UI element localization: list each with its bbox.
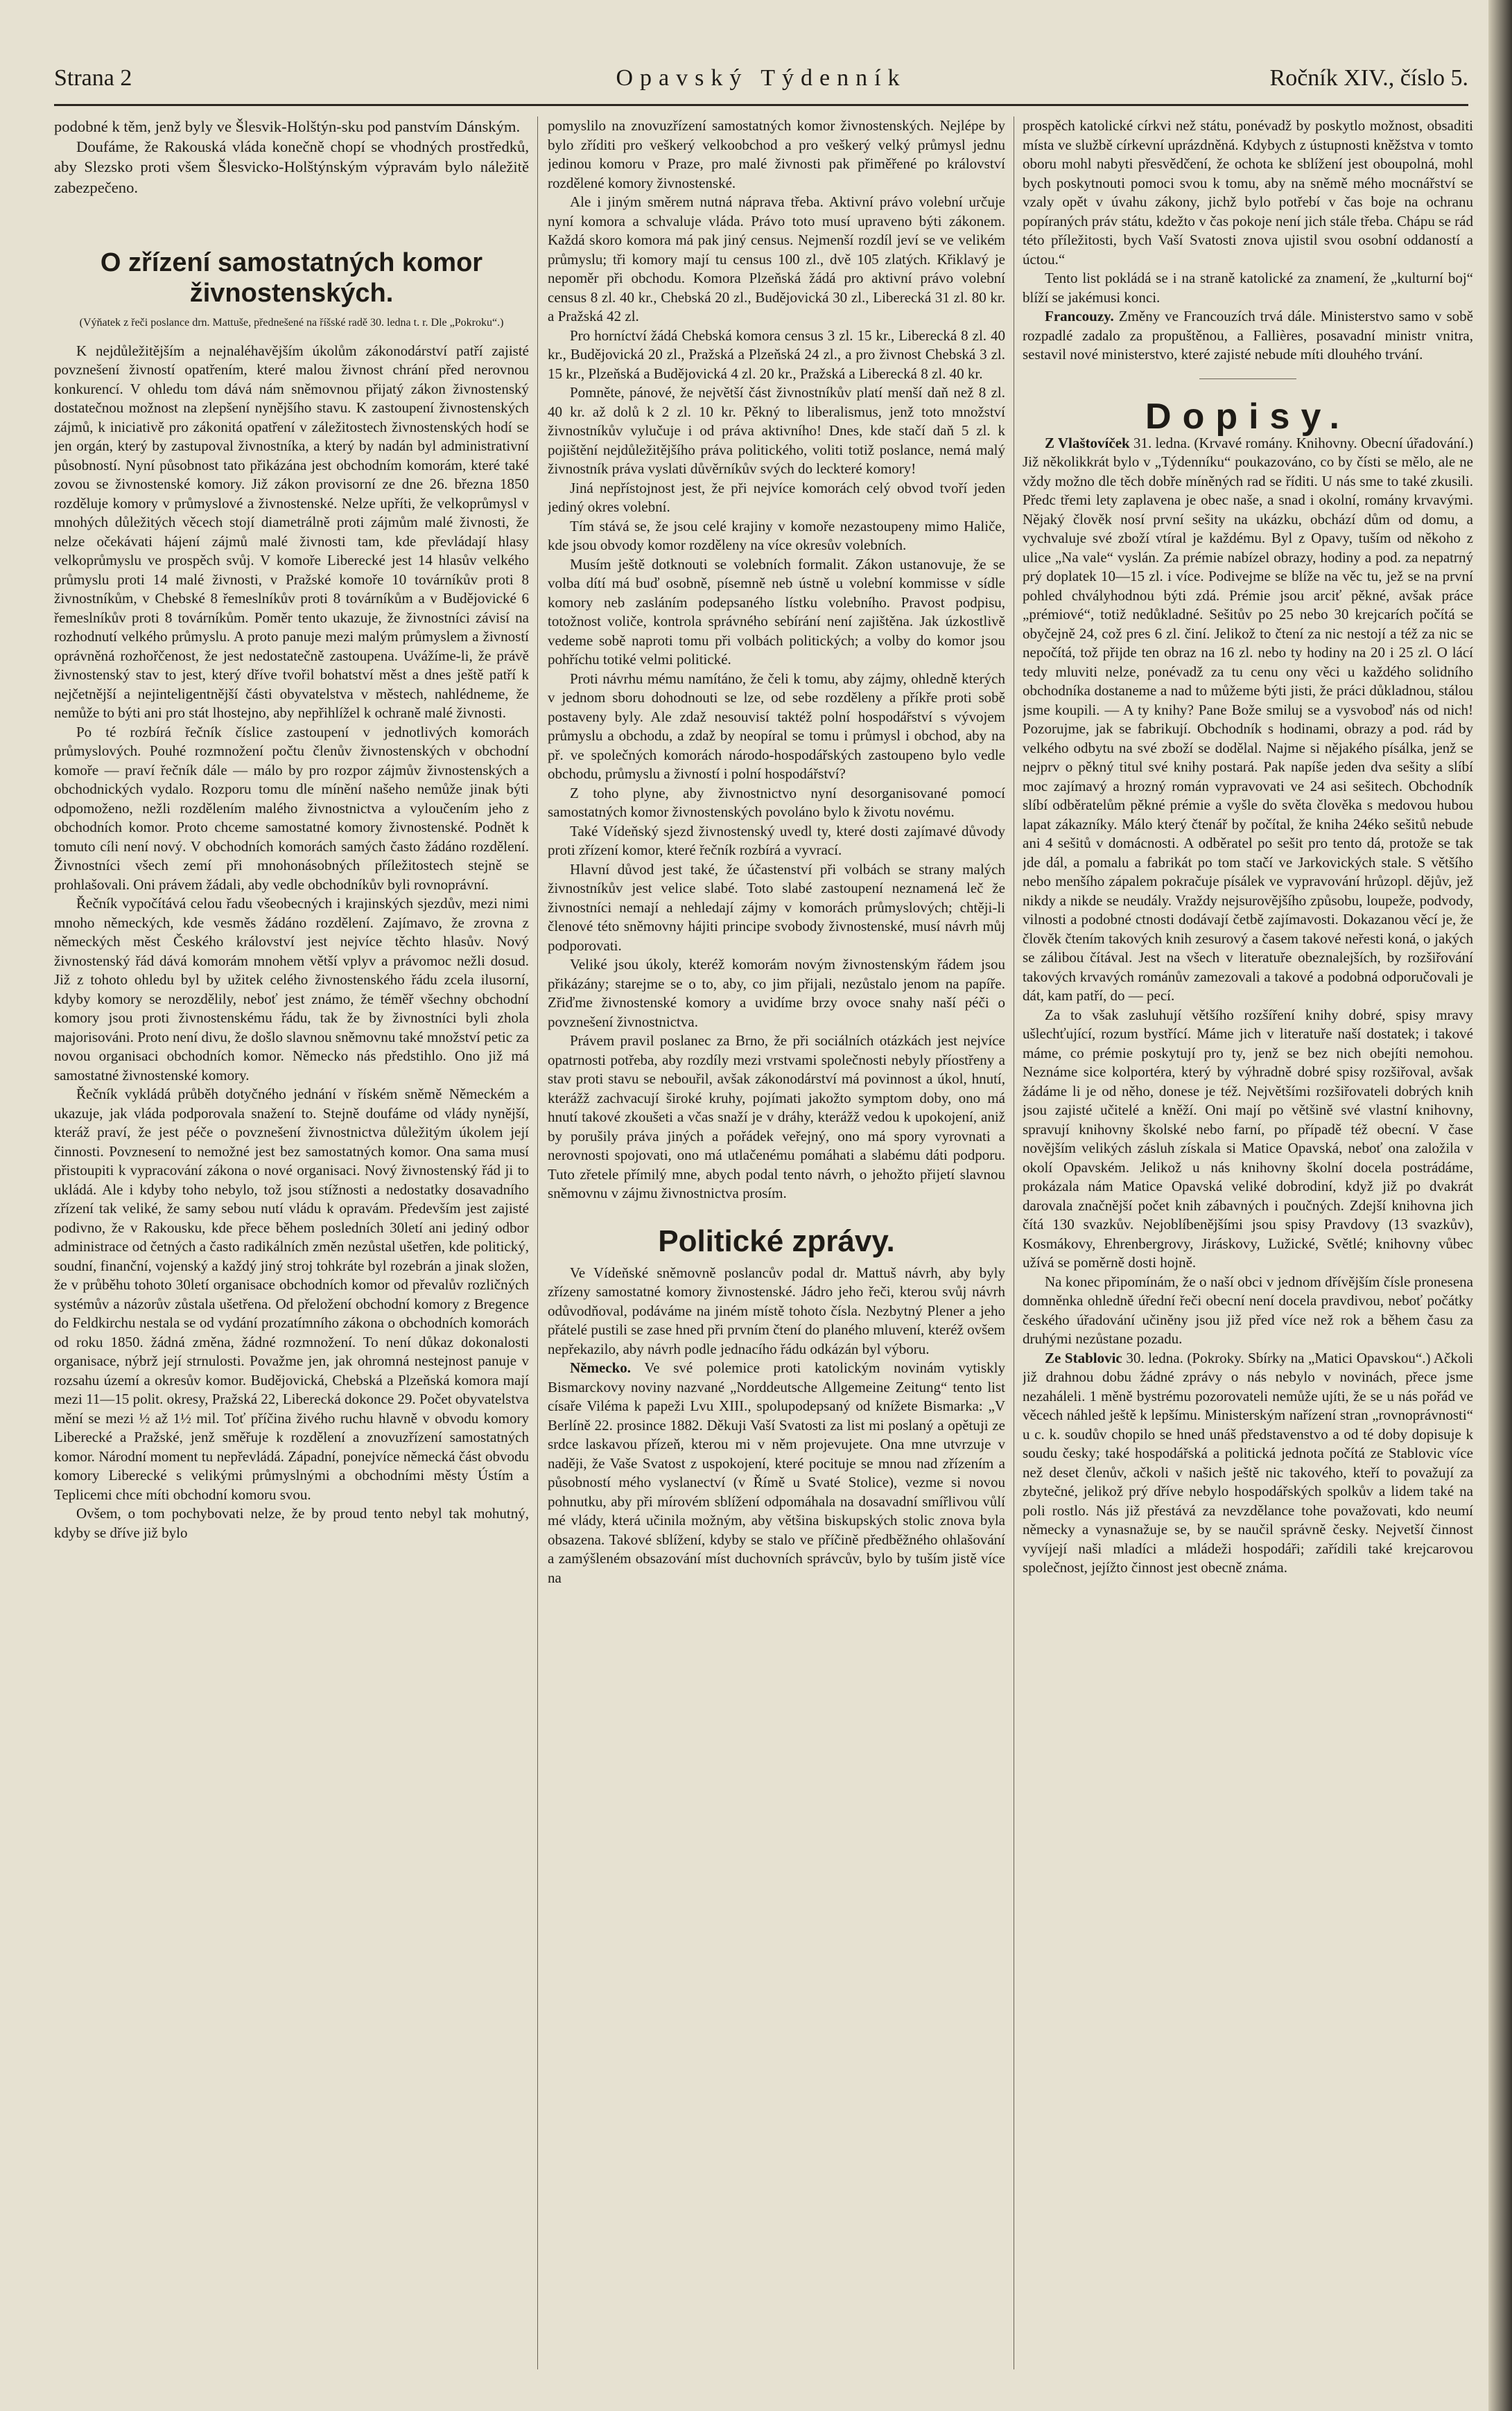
paragraph: prospěch katolické církvi než státu, ponévadž by poskytlo možnost, obsaditi místa ve službě církevní uprázdněná. Kdybych z ústupnosti kněžstva v tomto oboru mohl nabyti přesvědčení, že ochota ke sblížení jest oboupolná, mohl bych poskytnouti pomoci svou k tomu, aby na sněmě mého mocnářství se vzaly opět v úvahu zákony, jichž bylo potřebí v čas boje na ochranu popíraných práv státu, kdežto v čas pokoje není jich stále třeba. Chápu se rád této příležitosti, bych Vaší Svatosti znova ujistil svou osobní oddaností a úctou.“: [1023, 117, 1473, 268]
paragraph-lead: Z Vlaštovíček: [1045, 434, 1130, 451]
article-title: O zřízení samostatných komor živnostenských.: [100, 247, 483, 308]
paragraph-body: Změny ve Francouzích trvá dále. Ministerstvo samo v sobě rozpadlé zadalo za propuštěnou, a Fallières, posavadní ministr vnitra, sestavil nové ministerstvo, které zajisté nebude míti dlouhého trvání.: [1023, 308, 1473, 363]
newspaper-title: Opavský Týdenník: [616, 65, 907, 91]
divider: [1199, 378, 1296, 379]
paragraph: Jiná nepřístojnost jest, že při nejvíce komorách celý obvod tvoří jeden jediný okres volební.: [548, 479, 1005, 515]
paragraph: Po té rozbírá řečník číslice zastoupení v jednotlivých komorách průmyslových. Pouhé rozmnožení počtu členův živnostenských v obchodní komoře — praví řečník dále — málo by pro rozpor zájmův živnostenských a obchodnických vydalo. Rozporu tomu dle mínění našeho nemůže jinak býti odpomoženo, nežli rozdělením malého živnostnictva a vyloučením jeho z obchodních komor. Proto chceme samostatné komory živnostenské. Podnět k tomuto cíli není nový. V obchodních komorách samých často žádáno rozdělení. Živnostníci všech zemí při mnohonásobných příležitostech stejně se prohlašovali. Oni právem žádali, aby vedle obchodníkův byli rovnoprávní.: [54, 723, 529, 893]
paragraph: [1023, 307, 1473, 365]
header-rule: [54, 104, 1468, 106]
paragraph: Hlavní důvod jest také, že účastenství při volbách se strany malých živnostníkův jest velice slabé. Toto slabé zastoupení neznamená leč že živnostníci nemají a nehledají zájmy v komorách průmyslových; chtěji-li členové této sněmovny hájiti principe svobody živnostenské, musí návrh můj podporovati.: [548, 860, 1005, 954]
paragraph: K nejdůležitějším a nejnaléhavějším úkolům zákonodárství patří zajisté povznešení živností opatřením, které malou živnost chrání před nerovnou konkurencí. V ohledu tom dává nám sněmovnou přijatý zákon živnostenský dostatečnou možnost na zlepšení nynějšího stavu. K zastoupení živnostenských zájmů, k iniciativě pro zákonitá opatření v záležitostech živnostenských hodí se jen orgán, který by zastupoval živnostníka, a který by nadán byl administrativní působností. Nyní působnost tato přikázána jest obchodním komorám, které také zovou se živnostenské komory. Již zákon provisorní ze dne 26. března 1850 rozděluje komory v průmyslové a živnostenské. Nelze upříti, že velkoprůmysl v mnohých důležitých věcech stojí diametrálně proti zájmům malé živnosti, že nelze očekávati hájení zájmů malé živnosti tam, kde převládají hlasy velkoprůmyslu ve prospěch svůj. V komoře Liberecké jest 14 hlasův velkého průmyslu proti 14 malé živnosti, v Pražské komoře 10 továrníkův proti 8 živnostníkům, v Chebské 8 řemeslníkův proti 8 továrníkům a v Budějovické 6 řemeslníkův proti 8 továrníkům. Poměr tento ukazuje, že živnostníci závisí na rozhodnutí velkého průmyslu. A proto panuje mezi malým průmyslem a živností oprávněná rozhořčenost, že jest nedostatečně zastoupena. Uvážíme-li, že právě živnostenský stav to jest, který dříve tvořil bohatství měst a dnes ještě patří k nejčetnější a nejinteligentnější části obyvatelstva v městech, nahlédneme, že nemůže to býti ani pro stát lhostejno, aby nepřihlížel k ochraně malé živnosti.: [54, 342, 529, 722]
paragraph-lead: Francouzy.: [1045, 308, 1114, 324]
page-number: Strana 2: [54, 65, 132, 91]
paragraph: Ovšem, o tom pochybovati nelze, že by proud tento nebyl tak mohutný, kdyby se dříve již bylo: [54, 1505, 529, 1541]
paragraph: [1023, 434, 1473, 1006]
paragraph-lead: Ze Stablovic: [1045, 1349, 1122, 1366]
article-note: (Výňatek z řeči poslance drn. Mattuše, přednešené na říšské radě 30. ledna t. r. Dle „Pokroku“.): [79, 316, 504, 329]
column-2: [548, 116, 1005, 2369]
paragraph-body: 30. ledna. (Pokroky. Sbírky na „Matici Opavskou“.) Ačkoli již drahnou dobu žádné zprávy o nás nebylo v novinách, přece jsme nezaháleli. 1 měně bystrému pozorovateli nemůže ujíti, že se u nás pořád ve věcech náhled ještě k lepšímu. Ministerským nařízení stran „rovnoprávnosti“ u c. k. soudův chopilo se hned unáš představenstvo a od té doby dopisuje k soudu česky; také hospodářská a politická jednota počítá ze Stablovic více než deset členův, ačkoli v našich ještě nic takového, kteří to považují za zbytečné, jelikož prý dříve nebylo hospodářských spolkův a lidem také na poli rostlo. Nás již přestává za nevzdělance tohe považovati, kdo neumí německy a vynasnažuje se, by se naučil správně česky. Nejvetší činnost vyvíjejí naši mladíci a mládeži hospodáři; zařídili také krejcarovou společnost, jejížto činnost jest obecně známa.: [1023, 1349, 1473, 1576]
column-1: [54, 116, 529, 2369]
paragraph: [1023, 1349, 1473, 1578]
paragraph: Právem pravil poslanec za Brno, že při sociálních otázkách jest nejvíce opatrnosti potřeba, aby rozdíly mezi vrstvami společnosti nebyly příostřeny a stav proti stavu se nebouřil, avšak zákonodárství má povinnost a úkol, hnutí, kterážž zachvacují široké kruhy, pojímati jakožto symptom doby, ono má hnutí takové zkoušeti a včas snaží je v dráhy, kterážž vedou k upokojení, aniž by porušily práva jiných a pořádek veřejný, ono má spory vyrovnati a nerovnosti spojovati, ono má utlačenému pomáhati a slabému dáti podporu. Tuto zřetele přímilý mne, abych podal tento návrh, o jehožto přijetí slavnou sněmovnu v zájmu živnostnictva prosím.: [548, 1032, 1005, 1201]
paragraph: Musím ještě dotknouti se volebních formalit. Zákon ustanovuje, že se volba dítí má buď osobně, písemně neb ústně u volební kommisse v sídle komory neb zasláním podepsaného lístku volebního. Pravost podpisu, totožnost voliče, kontrola správného sebírání není zajištěna. Jak úzkostlivě vedeme sobě naproti tomu při volbách politických; a volby do komor jsou pohříchu totiké velmi politické.: [548, 555, 1005, 668]
page-edge-shadow: [1488, 0, 1512, 2411]
paragraph: Řečník vykládá průběh dotyčného jednání v říském sněmě Německém a ukazuje, jak vláda podporovala snažení to. Stejně doufáme od vlády nynější, kteráž praví, že jest péče o povznešení živnostnictva důležitým úkolem její činnosti. Povznesení to nemožné jest bez samostatných komor. Ona sama musí přistoupiti k vypracování zákona o nové organisaci. Nový živnostenský řád ji to ukládá. Ale i kdyby toho nebylo, tož jsou stížnosti a nedostatky dosavadního zřízení tak veliké, že samy sebou nutí vládu k opravám. Především jest zajisté podivno, že v Rakousku, kde přece během posledních 30letí ani jediný odbor administrace od četných a často radikálních změn nezůstal ušetřen, kde politický, soudní, finanční, vojenský a každý jiný stroj tohkráte byl rozebrán a jinak složen, že v průběhu tohoto 30letí organisace obchodních komor od převalův rozličných systémův a názorův zůstala ušetřena. Od přeložení obchodní komory z Bregence do Feldkirchu nestala se od vydání prozatímního zákona o obchodních komorách od roku 1850. žádná změna, žádné rozmnožení. To není důkaz dokonalosti organisace, nýbrž její strnulosti. Považme jen, jak ohromná nestejnost panuje v rozsahu území a okresův komor. Budějovická, Chebská a Plzeňská komora mají mezi 11—15 polit. okresy, Pražská 22, Liberecká dokonce 29. Počet obyvatelstva mění se mezi ½ až 1½ mil. Toť příčina živého ruchu hlavně v obvodu komory Liberecké a Pražské, jenž směřuje k rozdělení a znovuzřízení samostatných komor. Národní moment tu nepřevládá. Západní, ponejvíce německá část obvodu komory Liberecké s velikými průmyslnými a obchodními městy Ústím a Teplicemi chce míti obchodní komoru svou.: [54, 1086, 529, 1503]
paragraph: pomyslilo na znovuzřízení samostatných komor živnostenských. Nejlépe by bylo zříditi pro veškerý velkoobchod a pro veškerý velký průmysl jednu jedinou komoru v Praze, pro malé živnosti pak přiměřené po království rozdělené komory živnostenské.: [548, 117, 1005, 191]
paragraph: [548, 1359, 1005, 1587]
paragraph: Tím stává se, že jsou celé krajiny v komoře nezastoupeny mimo Haliče, kde jsou obvody komor rozděleny na více okresův volebních.: [548, 517, 1005, 553]
column-rule: [537, 116, 538, 2369]
paragraph: Pomněte, pánové, že největší část živnostníkův platí menší daň než 8 zl. 40 kr. až dolů k 2 zl. 10 kr. Pěkný to liberalismus, jenž toto množství živnostníkův vylučuje i od práva aktivního! Dnes, kde stačí daň 5 zl. k pojištění nejdůležitějšího práva politického, voliti totiž poslance, nemá malý živnostník práva vyslati důvěrníkův svých do leckteré komory!: [548, 384, 1005, 477]
paragraph: Ve Vídeňské sněmovně poslancův podal dr. Mattuš návrh, aby byly zřízeny samostatné komory živnostenské. Jádro jeho řeči, kterou svůj návrh odůvodňoval, podáváme na jiném místě tohoto čísla. Nezbytný Plener a jeho přátelé pustili se zase hned při prvním čtení do planého mluvení, kteréž ovšem nepřekazilo, aby návrh podle jednacího řádu odkázán byl výboru.: [548, 1264, 1005, 1357]
section-title: Dopisy.: [1145, 396, 1350, 437]
paragraph: podobné k těm, jenž byly ve Šlesvik-Holštýn-sku pod panstvím Dánským.: [54, 118, 521, 135]
paragraph-body: Ve své polemice proti katolickým novinám vytiskly Bismarckovy noviny nazvané „Norddeutsche Allgemeine Zeitung“ tento list císaře Viléma k papeži Lvu XIII., spolupodepsaný od knížete Bismarka: „V Berlíně 22. prosince 1882. Děkuji Vaší Svatosti za list mi poslaný a opětuji ze srdce laskavou přízeň, kterou mi v něm projevujete. Ona mne utvrzuje v naději, že Vaše Svatost z uspokojení, které pocituje se mnou nad zřízením a působností mého vyslanectví (v Římě u Svaté Stolice), vezme si novou pohnutku, aby při mírovém sblížení odpomáhala na dosavadní smířlivou vůlí mé vlády, která učinila možným, aby většina biskupských stolic znova byla obsazena. Takové sblížení, kdyby se stalo ve příčině předběžného ohlašování a zamýšleném obsazování míst duchovních správcův, bylo by tuším jistě více na: [548, 1359, 1005, 1586]
paragraph: Veliké jsou úkoly, kteréž komorám novým živnostenským řádem jsou přikázány; starejme se o to, aby, co jim přijali, nezůstalo jenom na papíře. Zřiďme živnostenské komory a uvidíme brzy ovoce snahy naší péči o povznešení živnostnictva.: [548, 956, 1005, 1030]
paragraph-body: 31. ledna. (Krvavé romány. Knihovny. Obecní úřadování.) Již několikkrát bylo v „Týdenníku“ poukazováno, co by čísti se mělo, ale ne vždy možno dle těch dobře míněných rad se říditi. U nás sme to také zkusili. Předc třemi lety zaplavena je obec naše, a snad i okolní, romány krvavými. Nějaký člověk nosí první sešity na ukázku, obchází dům od domu, a vychvaluje své zboží vtíral je každému. Byl z Opavy, tuším od někoho z ulice „Na vale“ vyslán. Za prémie nabízel obrazy, hodiny a pod. za nepatrný prý doplatek 10—15 zl. i více. Podivejme se blíže na věc tu, jež se na první pohled chvályhodnou býti zdá. Prémie jsou arciť pěkné, avšak práce „prémiové“, totiž nedůkladné. Sešitův po 25 nebo 30 krejcarích počítá se obyčejně 24, což pres 6 zl. činí. Jelikož to čtení za nic nestojí a též za nic se nepočítá, tož přijde ten obraz na 16 zl. nebo ty hodiny na 20 i 25 zl. O lácí tedy mluviti nelze, ponévadž za tu cenu ony věci u každého solidního obchodníka dostaneme a nad to můžeme býti jisti, že práci důkladnou, stálou jsme koupili. — A ty knihy? Pane Bože smiluj se a vysvoboď nás od nich! Pozorujme, jak se fabrikují. Obchodník s hodinami, obrazy a pod. rád by velkého odbytu na své zboží se dodělal. Najme si nějakého písálka, jenž se nejprv o pěkný titul své knihy postará. Pak napíše jeden dva sešity a slíbí moc zajímavý a hrozný román vypravovati ve 24 asi sešitech. Obchodník slíbí odběratelům pěkné prémie a vyšle do světa člověka s medovou hubou lapat zákazníky. Málo který čtenář by počítal, že kniha 24éko sešitů nebude ani 4 sešitů v domácnosti. A odběratel po sešit pro tento dá, protože se tak jde dál, a pomalu a fabrikát po tom stačí ve Jarkovických stale. S většího nebo menšího zápalem pokračuje písálek ve vypravování hrůzopl. dějův, jež nikdy a nikde se neudály. Vraždy nejsurovějšího způsobu, loupeže, podvody, vilnosti a podobné ctnosti dodávají četbě zajímavosti. Dokazanou věcí je, že člověk čtením takových knih zesurový a časem takové neřesti koná, o jakých se zálibou čítával. Jest na všech v literatuře obeznalejších, by rozšiřování takových krvavých románův zamezovali a takové a podobná odporučovali je dát, kam patří, do — pecí.: [1023, 434, 1473, 1004]
paragraph: Na konec připomínám, že o naší obci v jednom dřívějším čísle pronesena domněnka ohledně úřední řeči obecní není docela pravdivou, neboť počátky českého úřadování učiněny jsou již před více než rok a během času za druhými nezůstane pozadu.: [1023, 1273, 1473, 1348]
paragraph: Tento list pokládá se i na straně katolické za znamení, že „kulturní boj“ blíží se jakémusi konci.: [1023, 270, 1473, 306]
paragraph-lead: Německo.: [570, 1359, 632, 1377]
issue-number: Ročník XIV., číslo 5.: [1269, 65, 1468, 91]
paragraph: Z toho plyne, aby živnostnictvo nyní desorganisované pomocí samostatných komor živnostenských povoláno bylo k životu novému.: [548, 784, 1005, 820]
section-title: Politické zprávy.: [658, 1224, 895, 1258]
paragraph: Doufáme, že Rakouská vláda konečně chopí se vhodných prostředků, aby Slezsko proti všem Šlesvicko-Holštýnským výpravám bylo náležitě zabezpečeno.: [54, 138, 529, 196]
paragraph: Za to však zasluhují většího rozšíření knihy dobré, spisy mravy ušlechťující, rozum bystřící. Máme jich v literatuře naší dostatek; i takové máme, co prémie poskytují pro ty, jenž se bez nich obejíti nemohou. Neznáme sice kolportéra, který by výhradně dobré spisy rozšiřoval, avšak žádáme li je od něho, donese je též. Největšími rozšiřovateli dobrých knih jsou zajisté učitelé a kněží. Oni mají po většině své vlastní knihovny, spravují knihovny školské nebo farní, po případě též obecní. V čase novějším velikých zásluh získala si Matice Opavská, neboť ona založila v okolí Opavském. Jelikož u nás knihovny školní docela postrádáme, prokázala nám Matice Opavská veliké dobrodiní, když již po dvakrát darovala značnější počet knih zábavných i poučných. Zdejší knihovna jich čítá 130 svazkův. Nejoblíbenějšími jsou spisy Pravdovy (13 svazkův), Kosmákovy, Ehrenbergrovy, Jiráskovy, Lužické, Světlé; knihovny vůbec užívá se poměrně dosti hojně.: [1023, 1006, 1473, 1271]
paragraph: Také Vídeňský sjezd živnostenský uvedl ty, které dosti zajímavé důvody proti zřízení komor, které řečník rozbírá a vyvrací.: [548, 822, 1005, 858]
column-3: [1023, 116, 1473, 2369]
paragraph: Ale i jiným směrem nutná náprava třeba. Aktivní právo volební určuje nyní komora a schvaluje vláda. Právo toto musí upraveno býti zákonem. Každá skoro komora má pak jiný census. Nejmenší rozdíl jeví se ve velikém průmyslu; tři komory mají tu census 100 zl., dvě 105 zlatých. Křiklavý je nepoměr při obchodu. Komora Plzeňská žádá pro aktivní právo volební census 8 zl. 40 kr., Chebská 20 zl., Budějovická 30 zl., Liberecká 31 zl. 80 kr. a Pražská 42 zl.: [548, 193, 1005, 324]
paragraph: Řečník vypočítává celou řadu všeobecných i krajinských sjezdův, mezi nimi mnoho německých, kde vesměs žádáno rozdělení. Zajímavo, že zrovna z německých měst Českého království jest nejvíce těchto hlasův. Nový živnostenský řád dává komorám mnohem větší vplyv a právomoc nežli dosud. Již z tohoto ohledu byl by užitek celého živnostenského řádu zcela ilusorní, kdyby komory se nerozdělily, neboť jest známo, že téměř všechny obchodní komory jsou proti živnostenskému řádu, tak že by živnostníci byli zhola majorisováni. Proto není divu, že došlo slavnou sněmovnu také množství petic za novou organisaci obchodních komor. Německo nás předstihlo. Ono již má samostatné živnostenské komory.: [54, 895, 529, 1083]
page-header: [54, 57, 1468, 98]
paragraph: Proti návrhu mému namítáno, že čeli k tomu, aby zájmy, ohledně kterých v jednom sboru dohodnouti se lze, od sebe rozděleny a příkře proti sobě postaveny byly. Ale zdaž nesouvisí taktéž polní hospodářství s vývojem průmyslu a obchodu, a zdaž by neopíral se tomu i průmysl i obchod, aby na př. ve společných komorách národo-hospodářských zastoupeno bylo vedle obchodu, průmyslu a živností i polní hospodářství?: [548, 670, 1005, 782]
paragraph: Pro horníctví žádá Chebská komora census 3 zl. 15 kr., Liberecká 8 zl. 40 kr., Budějovická 20 zl., Pražská a Plzeňská 24 zl., a pro živnost Chebská 3 zl. 15 kr., Plzeňská a Budějovická 4 zl. 20 kr., Pražská a Liberecká 8 zl. 40 kr.: [548, 327, 1005, 382]
